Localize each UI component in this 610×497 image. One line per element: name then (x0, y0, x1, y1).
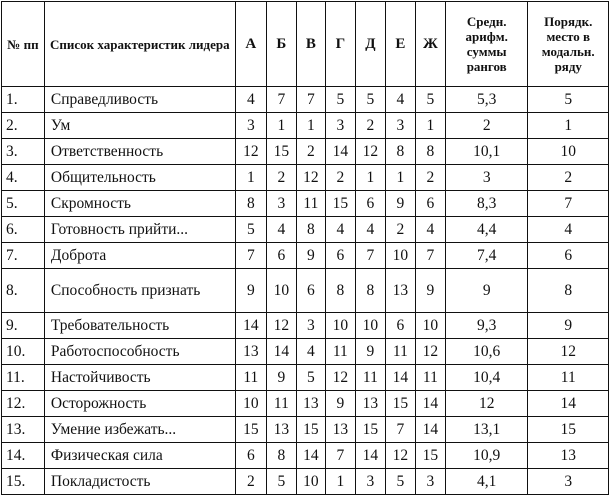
table-row (2, 365, 609, 391)
rank-value: 2 (355, 113, 385, 139)
rank-value: 15 (325, 191, 355, 217)
order-place: 3 (528, 469, 609, 495)
rank-value: 3 (355, 469, 385, 495)
rank-value: 7 (296, 87, 325, 113)
row-number: 15. (2, 469, 45, 495)
rank-value: 12 (296, 165, 325, 191)
table-row (2, 139, 609, 165)
rank-value: 7 (266, 87, 296, 113)
rank-value: 5 (266, 469, 296, 495)
average-rank: 10,1 (445, 139, 528, 165)
leader-characteristics-table (1, 1, 609, 495)
header-letter-v: В (296, 2, 325, 87)
row-number: 14. (2, 443, 45, 469)
rank-value: 12 (355, 139, 385, 165)
characteristic-name: Осторожность (44, 391, 235, 417)
characteristic-name: Настойчивость (44, 365, 235, 391)
rank-value: 1 (355, 165, 385, 191)
order-place: 2 (528, 165, 609, 191)
rank-value: 12 (415, 339, 445, 365)
average-rank: 4,4 (445, 217, 528, 243)
average-rank: 5,3 (445, 87, 528, 113)
rank-value: 1 (415, 113, 445, 139)
row-number: 13. (2, 417, 45, 443)
rank-value: 5 (325, 87, 355, 113)
rank-value: 13 (385, 269, 415, 313)
rank-value: 2 (235, 469, 266, 495)
characteristic-name: Скромность (44, 191, 235, 217)
rank-value: 7 (385, 417, 415, 443)
header-letter-zh: Ж (415, 2, 445, 87)
rank-value: 3 (235, 113, 266, 139)
rank-value: 4 (385, 87, 415, 113)
order-place: 14 (528, 391, 609, 417)
characteristic-name: Работоспособность (44, 339, 235, 365)
rank-value: 7 (325, 443, 355, 469)
rank-value: 15 (385, 391, 415, 417)
rank-value: 14 (385, 365, 415, 391)
rank-value: 15 (355, 417, 385, 443)
rank-value: 10 (325, 313, 355, 339)
rank-value: 2 (385, 217, 415, 243)
average-rank: 2 (445, 113, 528, 139)
rank-value: 6 (415, 191, 445, 217)
rank-value: 12 (385, 443, 415, 469)
rank-value: 11 (385, 339, 415, 365)
average-rank: 9,3 (445, 313, 528, 339)
table-row (2, 165, 609, 191)
row-number: 3. (2, 139, 45, 165)
rank-value: 3 (385, 113, 415, 139)
rank-value: 1 (235, 165, 266, 191)
row-number: 1. (2, 87, 45, 113)
order-place: 12 (528, 339, 609, 365)
rank-value: 7 (355, 243, 385, 269)
row-number: 5. (2, 191, 45, 217)
characteristic-name: Общительность (44, 165, 235, 191)
rank-value: 9 (235, 269, 266, 313)
rank-value: 5 (296, 365, 325, 391)
characteristic-name: Физическая сила (44, 443, 235, 469)
order-place: 11 (528, 365, 609, 391)
rank-value: 1 (325, 469, 355, 495)
row-number: 8. (2, 269, 45, 313)
table-row (2, 243, 609, 269)
characteristic-name: Готовность прийти... (44, 217, 235, 243)
order-place: 13 (528, 443, 609, 469)
header-list: Список характеристик лидера (44, 2, 235, 87)
table-row (2, 217, 609, 243)
average-rank: 10,9 (445, 443, 528, 469)
characteristic-name: Требовательность (44, 313, 235, 339)
rank-value: 2 (415, 165, 445, 191)
header-letter-b: Б (266, 2, 296, 87)
average-rank: 9 (445, 269, 528, 313)
rank-value: 13 (266, 417, 296, 443)
header-letter-e: Е (385, 2, 415, 87)
rank-value: 14 (296, 443, 325, 469)
average-rank: 13,1 (445, 417, 528, 443)
order-place: 10 (528, 139, 609, 165)
rank-value: 4 (325, 217, 355, 243)
rank-value: 8 (415, 139, 445, 165)
rank-value: 9 (355, 339, 385, 365)
rank-value: 14 (235, 313, 266, 339)
rank-value: 10 (266, 269, 296, 313)
header-letter-d: Д (355, 2, 385, 87)
rank-value: 11 (296, 191, 325, 217)
row-number: 10. (2, 339, 45, 365)
order-place: 4 (528, 217, 609, 243)
header-letter-a: А (235, 2, 266, 87)
table-row (2, 269, 609, 313)
rank-value: 13 (355, 391, 385, 417)
order-place: 8 (528, 269, 609, 313)
table-row (2, 443, 609, 469)
rank-value: 10 (415, 313, 445, 339)
header-row (2, 2, 609, 87)
rank-value: 11 (325, 339, 355, 365)
rank-value: 11 (355, 365, 385, 391)
characteristic-name: Ум (44, 113, 235, 139)
rank-value: 13 (296, 391, 325, 417)
rank-value: 4 (266, 217, 296, 243)
average-rank: 8,3 (445, 191, 528, 217)
rank-value: 6 (325, 243, 355, 269)
rank-value: 8 (355, 269, 385, 313)
table-body (2, 87, 609, 495)
rank-value: 8 (296, 217, 325, 243)
rank-value: 4 (355, 217, 385, 243)
rank-value: 5 (355, 87, 385, 113)
row-number: 7. (2, 243, 45, 269)
rank-value: 8 (325, 269, 355, 313)
rank-value: 12 (235, 139, 266, 165)
rank-value: 2 (266, 165, 296, 191)
order-place: 9 (528, 313, 609, 339)
rank-value: 6 (235, 443, 266, 469)
row-number: 9. (2, 313, 45, 339)
rank-value: 2 (296, 139, 325, 165)
rank-value: 15 (235, 417, 266, 443)
rank-value: 4 (415, 217, 445, 243)
rank-value: 3 (266, 191, 296, 217)
rank-value: 11 (266, 391, 296, 417)
characteristic-name: Способность признать (44, 269, 235, 313)
rank-value: 14 (415, 391, 445, 417)
rank-value: 4 (296, 339, 325, 365)
rank-value: 5 (415, 87, 445, 113)
rank-value: 5 (235, 217, 266, 243)
order-place: 1 (528, 113, 609, 139)
header-letter-g: Г (325, 2, 355, 87)
rank-value: 11 (235, 365, 266, 391)
header-order: Порядк. место в модальн. ряду (528, 2, 609, 87)
row-number: 4. (2, 165, 45, 191)
row-number: 11. (2, 365, 45, 391)
rank-value: 13 (325, 417, 355, 443)
table-row (2, 87, 609, 113)
row-number: 12. (2, 391, 45, 417)
rank-value: 8 (235, 191, 266, 217)
row-number: 6. (2, 217, 45, 243)
characteristic-name: Покладистость (44, 469, 235, 495)
average-rank: 12 (445, 391, 528, 417)
rank-value: 1 (385, 165, 415, 191)
average-rank: 10,6 (445, 339, 528, 365)
characteristic-name: Ответственность (44, 139, 235, 165)
rank-value: 6 (266, 243, 296, 269)
rank-value: 1 (296, 113, 325, 139)
rank-value: 11 (415, 365, 445, 391)
rank-value: 14 (325, 139, 355, 165)
average-rank: 4,1 (445, 469, 528, 495)
rank-value: 7 (235, 243, 266, 269)
table-row (2, 417, 609, 443)
rank-value: 10 (296, 469, 325, 495)
rank-value: 8 (385, 139, 415, 165)
rank-value: 6 (296, 269, 325, 313)
characteristic-name: Умение избежать... (44, 417, 235, 443)
rank-value: 9 (325, 391, 355, 417)
average-rank: 3 (445, 165, 528, 191)
header-avg: Средн. арифм. суммы рангов (445, 2, 528, 87)
table-row (2, 313, 609, 339)
rank-value: 13 (235, 339, 266, 365)
characteristic-name: Справедливость (44, 87, 235, 113)
rank-value: 8 (266, 443, 296, 469)
rank-value: 9 (415, 269, 445, 313)
order-place: 6 (528, 243, 609, 269)
average-rank: 7,4 (445, 243, 528, 269)
rank-value: 12 (325, 365, 355, 391)
rank-value: 10 (385, 243, 415, 269)
rank-value: 2 (325, 165, 355, 191)
table-row (2, 339, 609, 365)
rank-value: 3 (415, 469, 445, 495)
average-rank: 10,4 (445, 365, 528, 391)
rank-value: 6 (355, 191, 385, 217)
rank-value: 10 (235, 391, 266, 417)
rank-value: 9 (266, 365, 296, 391)
rank-value: 4 (235, 87, 266, 113)
rank-value: 10 (355, 313, 385, 339)
table-row (2, 191, 609, 217)
table-row (2, 391, 609, 417)
characteristic-name: Доброта (44, 243, 235, 269)
rank-value: 3 (325, 113, 355, 139)
rank-value: 14 (266, 339, 296, 365)
header-num: № пп (2, 2, 45, 87)
rank-value: 3 (296, 313, 325, 339)
rank-value: 9 (296, 243, 325, 269)
order-place: 7 (528, 191, 609, 217)
order-place: 5 (528, 87, 609, 113)
rank-value: 15 (266, 139, 296, 165)
rank-value: 9 (385, 191, 415, 217)
rank-value: 12 (266, 313, 296, 339)
rank-value: 14 (355, 443, 385, 469)
rank-value: 6 (385, 313, 415, 339)
rank-value: 15 (296, 417, 325, 443)
order-place: 15 (528, 417, 609, 443)
rank-value: 1 (266, 113, 296, 139)
rank-value: 7 (415, 243, 445, 269)
row-number: 2. (2, 113, 45, 139)
rank-value: 5 (385, 469, 415, 495)
table-row (2, 113, 609, 139)
table-row (2, 469, 609, 495)
rank-value: 14 (415, 417, 445, 443)
rank-value: 15 (415, 443, 445, 469)
